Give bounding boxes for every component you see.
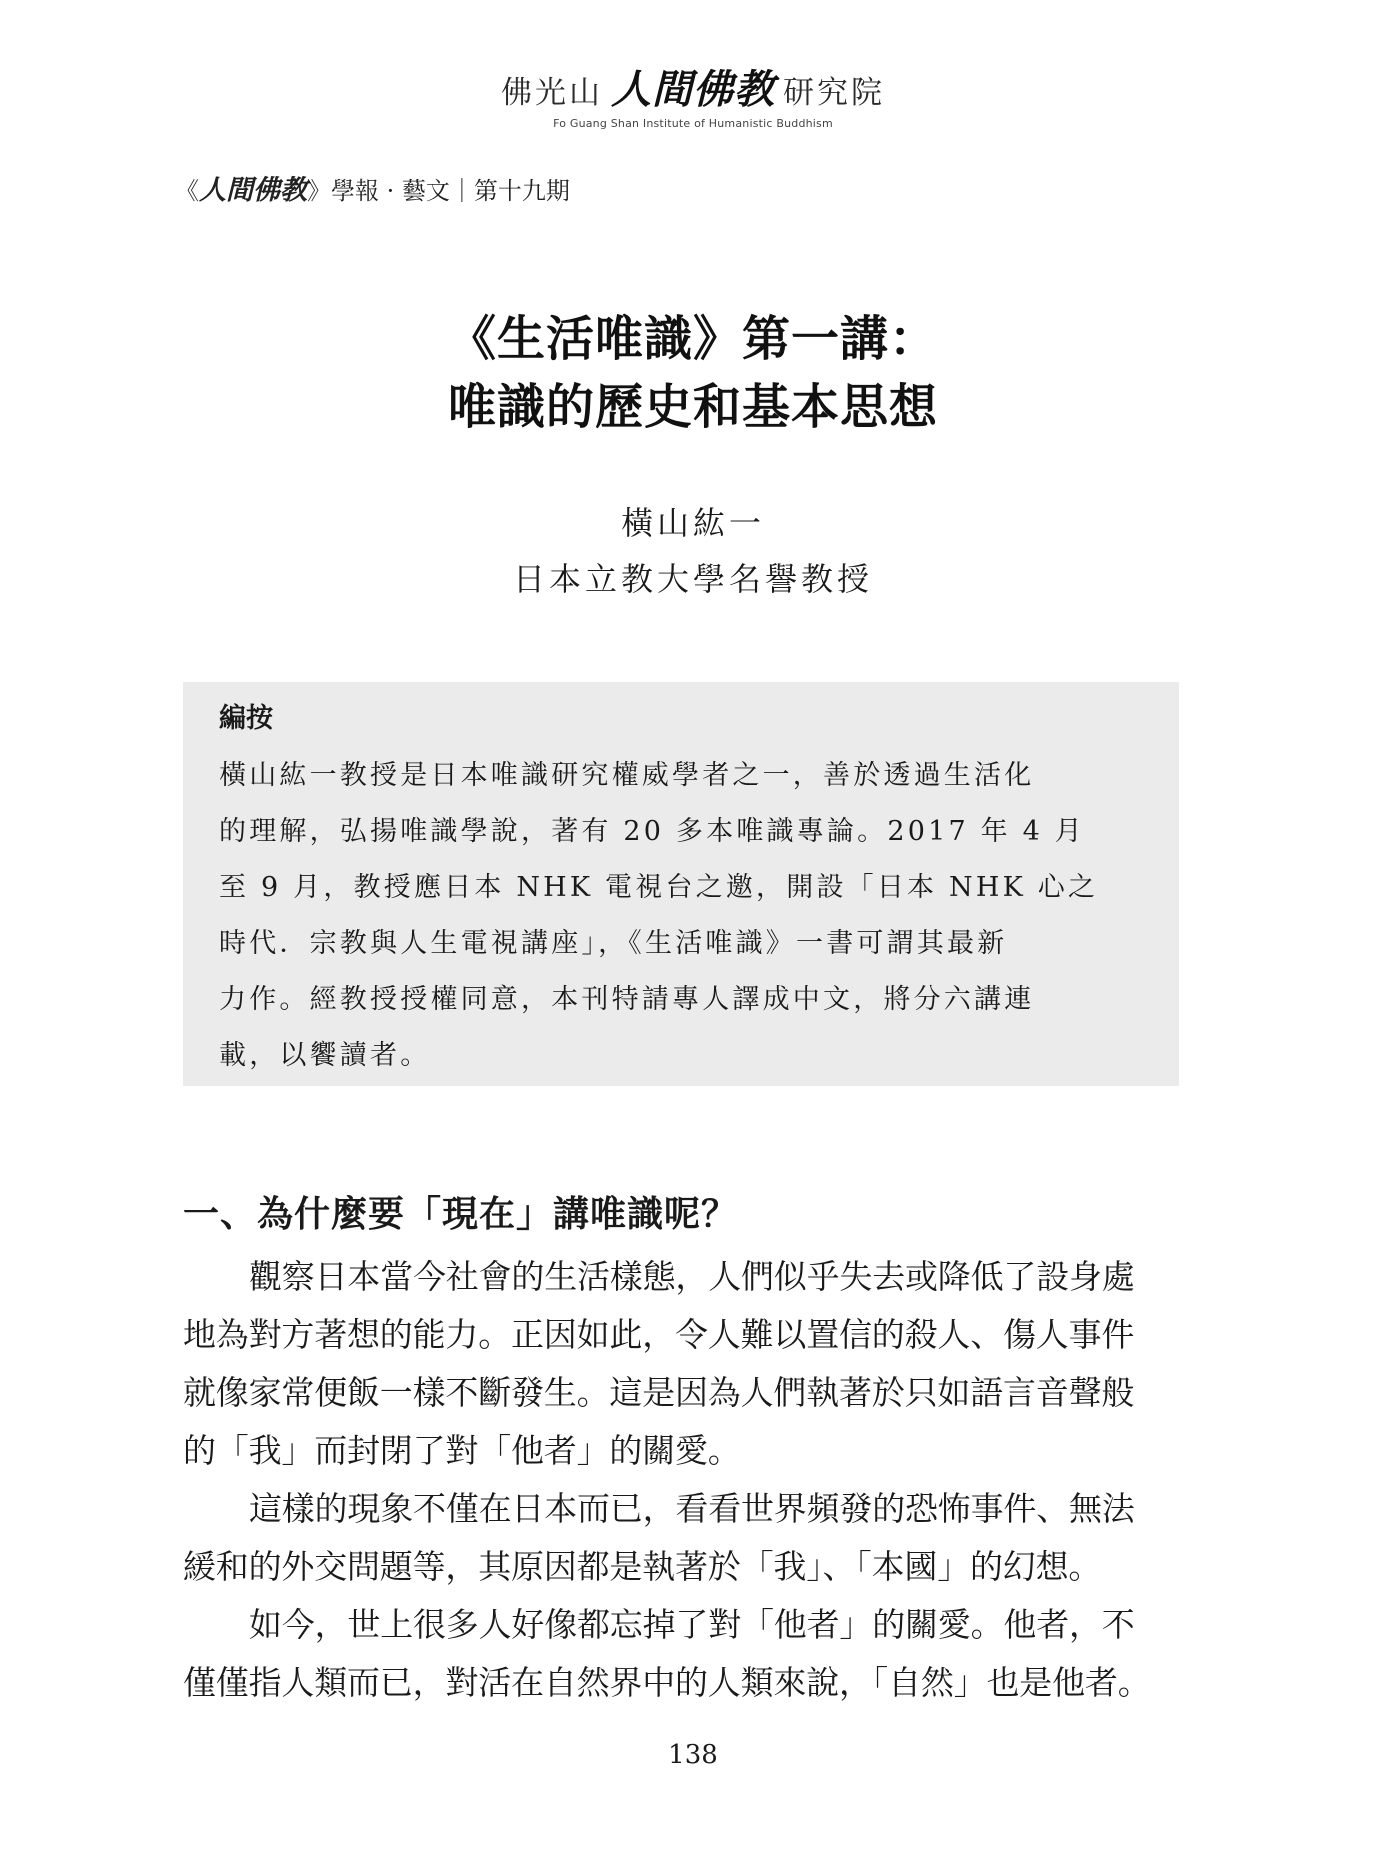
logo-left-text: 佛光山	[501, 75, 603, 111]
article-title	[0, 305, 1386, 441]
body-line: 地為對方著想的能力。正因如此，令人難以置信的殺人、傷人事件	[183, 1315, 1135, 1354]
journal-issue-text: 》學報 · 藝文｜第十九期	[307, 177, 570, 205]
body-line: 這樣的現象不僅在日本而已，看看世界頻發的恐怖事件、無法	[249, 1489, 1135, 1528]
body-line: 僅僅指人類而已，對活在自然界中的人類來說，「自然」也是他者。	[183, 1663, 1151, 1702]
logo-brush-text: 人間佛教	[611, 66, 775, 113]
body-line: 就像家常便飯一樣不斷發生。這是因為人們執著於只如語言音聲般	[183, 1373, 1135, 1412]
running-header	[175, 168, 570, 207]
journal-open-bracket: 《	[175, 177, 199, 205]
editor-note-box	[183, 682, 1179, 1086]
section-heading: 一、為什麼要「現在」講唯識呢？	[183, 1193, 739, 1235]
body-line: 的「我」而封閉了對「他者」的關愛。	[183, 1431, 741, 1470]
body-line: 緩和的外交問題等，其原因都是執著於「我」、「本國」的幻想。	[183, 1547, 1102, 1586]
author-block	[0, 495, 1386, 607]
editor-note-line: 載，以饗讀者。	[219, 1040, 431, 1071]
editor-note-line: 力作。經教授授權同意，本刊特請專人譯成中文，將分六講連	[219, 984, 1035, 1015]
editor-note-line: 時代．宗教與人生電視講座」，《生活唯識》一書可謂其最新	[219, 928, 1008, 959]
author-affiliation: 日本立教大學名譽教授	[512, 560, 873, 598]
page-number: 138	[668, 1740, 718, 1770]
editor-note-text	[219, 748, 1149, 1084]
editor-note-heading: 編按	[219, 703, 273, 734]
editor-note-line: 至 9 月，教授應日本 NHK 電視台之邀，開設「日本 NHK 心之	[219, 872, 1099, 903]
body-line: 如今，世上很多人好像都忘掉了對「他者」的關愛。他者，不	[249, 1605, 1135, 1644]
journal-brush-name: 人間佛教	[199, 175, 307, 206]
title-line-2: 唯識的歷史和基本思想	[447, 379, 938, 435]
logo-title	[0, 58, 1386, 115]
logo-right-text: 研究院	[783, 75, 885, 111]
author-name: 橫山紘一	[620, 504, 765, 542]
body-line: 觀察日本當今社會的生活樣態，人們似乎失去或降低了設身處	[249, 1257, 1135, 1296]
institute-logo	[0, 58, 1386, 130]
title-line-1: 《生活唯識》第一講：	[447, 311, 938, 367]
editor-note-line: 橫山紘一教授是日本唯識研究權威學者之一，善於透過生活化	[219, 760, 1035, 791]
logo-subtitle: Fo Guang Shan Institute of Humanistic Buddhism	[553, 117, 833, 130]
editor-note-line: 的理解，弘揚唯識學說，著有 20 多本唯識專論。2017 年 4 月	[219, 816, 1085, 847]
section-body	[183, 1248, 1183, 1712]
